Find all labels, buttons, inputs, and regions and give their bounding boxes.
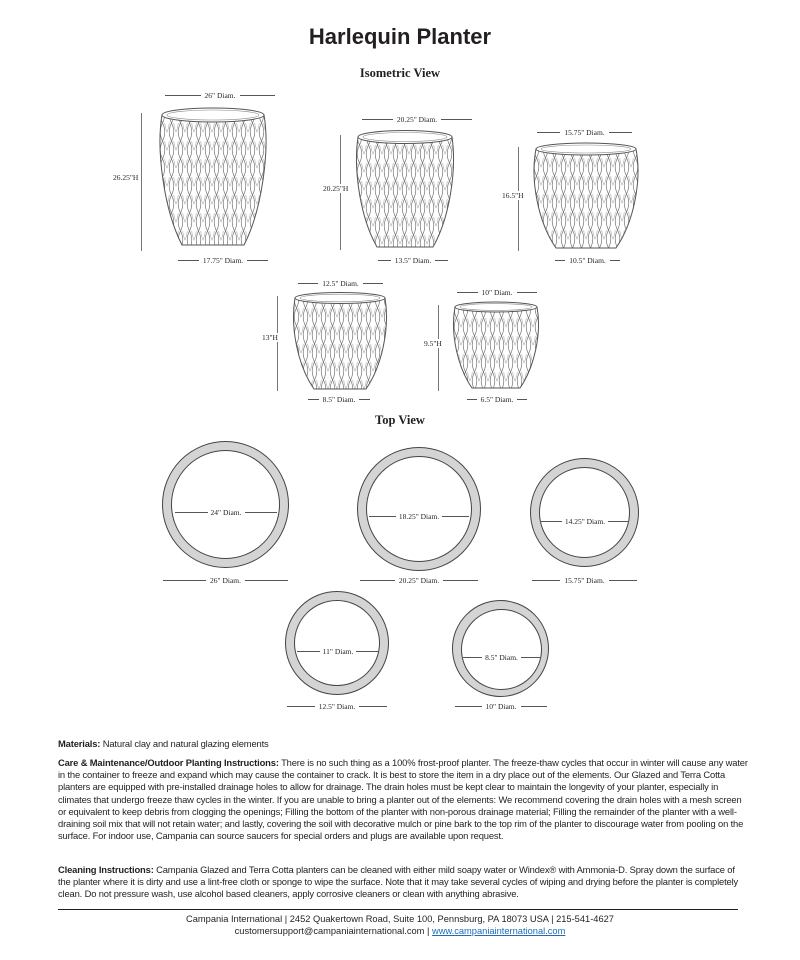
care-text: There is no such thing as a 100% frost-proof planter. The freeze-thaw cycles that occur in winter will cause any water in the container to freeze and expand which may cause the container to crack. It is best to store the item in a dry place out of the elements. Our Glazed and Terra Cotta planters are equipped with pre-installed drainage holes to allow for drainage. The drain holes must be kept clear to maintain the longevity of your planter, especially in climates that undergo freeze thaw cycles in the winter. If you are unable to bring a planter out of the elements: We recommend covering the drain holes with a mesh screen or equivalent to keep debris from clogging the openings; Filling the bottom of the planter with non-porous drainage material; Filling the remainder of the planter with a well-draining soil mix that will not retain water; and lastly, covering the soil with decorative mulch or pine bark to the top rim of the planter to discourage water from pooling on the surface. For indoor use, Campania can source saucers for special orders and plugs are available upon request. <box>58 757 748 842</box>
top-diameter-dimension: 12.5" Diam. <box>298 279 383 288</box>
height-label: 13"H <box>262 333 278 342</box>
footer-address: Campania International | 2452 Quakertown Road, Suite 100, Pennsburg, PA 18073 USA | 215-541-4627 <box>186 914 614 924</box>
inner-diameter-dimension: 11" Diam. <box>297 647 379 656</box>
care-instructions-paragraph <box>58 757 748 842</box>
materials-paragraph <box>58 738 748 750</box>
website-link[interactable]: www.campaniainternational.com <box>432 926 566 936</box>
bottom-diameter-dimension: 8.5" Diam. <box>308 395 370 404</box>
cleaning-label: Cleaning Instructions: <box>58 864 154 875</box>
planter-drawing-icon <box>452 300 540 391</box>
materials-text: Natural clay and natural glazing elements <box>100 738 269 749</box>
care-label: Care & Maintenance/Outdoor Planting Instructions: <box>58 757 279 768</box>
top-diameter-dimension: 26" Diam. <box>165 91 275 100</box>
page-title: Harlequin Planter <box>308 24 492 49</box>
outer-diameter-dimension: 12.5" Diam. <box>287 702 387 711</box>
outer-diameter-dimension: 26" Diam. <box>163 576 288 585</box>
bottom-diameter-dimension: 17.75" Diam. <box>178 256 268 265</box>
planter-drawing-icon <box>355 127 455 251</box>
inner-diameter-dimension: 14.25" Diam. <box>541 517 629 526</box>
planter-drawing-icon <box>532 140 640 251</box>
planter-ring-icon <box>530 458 639 567</box>
height-label: 16.5"H <box>502 191 524 200</box>
planter-drawing-icon <box>158 105 268 250</box>
height-dimension-line <box>277 296 278 391</box>
planter-ring-icon <box>285 591 389 695</box>
height-dimension-line <box>141 113 142 251</box>
height-label: 20.25"H <box>323 184 349 193</box>
top-diameter-dimension: 15.75" Diam. <box>537 128 632 137</box>
height-label: 9.5"H <box>424 339 442 348</box>
height-dimension-line <box>438 305 439 391</box>
isometric-view-heading: Isometric View <box>359 66 441 80</box>
top-diameter-dimension: 10" Diam. <box>457 288 537 297</box>
bottom-diameter-dimension: 10.5" Diam. <box>555 256 620 265</box>
inner-diameter-dimension: 24" Diam. <box>175 508 277 517</box>
top-diameter-dimension: 20.25" Diam. <box>362 115 472 124</box>
outer-diameter-dimension: 10" Diam. <box>455 702 547 711</box>
planter-ring-icon <box>357 447 481 571</box>
planter-drawing-icon <box>292 290 388 392</box>
height-label: 26.25"H <box>113 173 139 182</box>
planter-ring-icon <box>452 600 549 697</box>
materials-label: Materials: <box>58 738 101 749</box>
planter-ring-icon <box>162 441 289 568</box>
footer-email: customersupport@campaniainternational.com <box>234 926 425 936</box>
bottom-diameter-dimension: 13.5" Diam. <box>378 256 448 265</box>
inner-diameter-dimension: 8.5" Diam. <box>463 653 540 662</box>
outer-diameter-dimension: 20.25" Diam. <box>360 576 478 585</box>
outer-diameter-dimension: 15.75" Diam. <box>532 576 637 585</box>
bottom-diameter-dimension: 6.5" Diam. <box>467 395 527 404</box>
cleaning-text: Campania Glazed and Terra Cotta planters can be cleaned with either mild soapy water or Windex® with Ammonia-D. Spray down the surface of the planter where it is dirty and use a lint-free cloth or sponge to wipe the surface. Note that it may take several cycles of wiping and drying before the planter is completely clean. Do not pressure wash, use alcohol based cleaners, apply corrosive cleaners or clean with anything abrasive. <box>58 864 739 900</box>
footer-divider <box>58 909 738 910</box>
footer-contact: customersupport@campaniainternational.com | www.campaniainternational.com <box>234 926 566 936</box>
inner-diameter-dimension: 18.25" Diam. <box>369 512 469 521</box>
top-view-heading: Top View <box>375 413 425 427</box>
cleaning-instructions-paragraph <box>58 864 748 901</box>
